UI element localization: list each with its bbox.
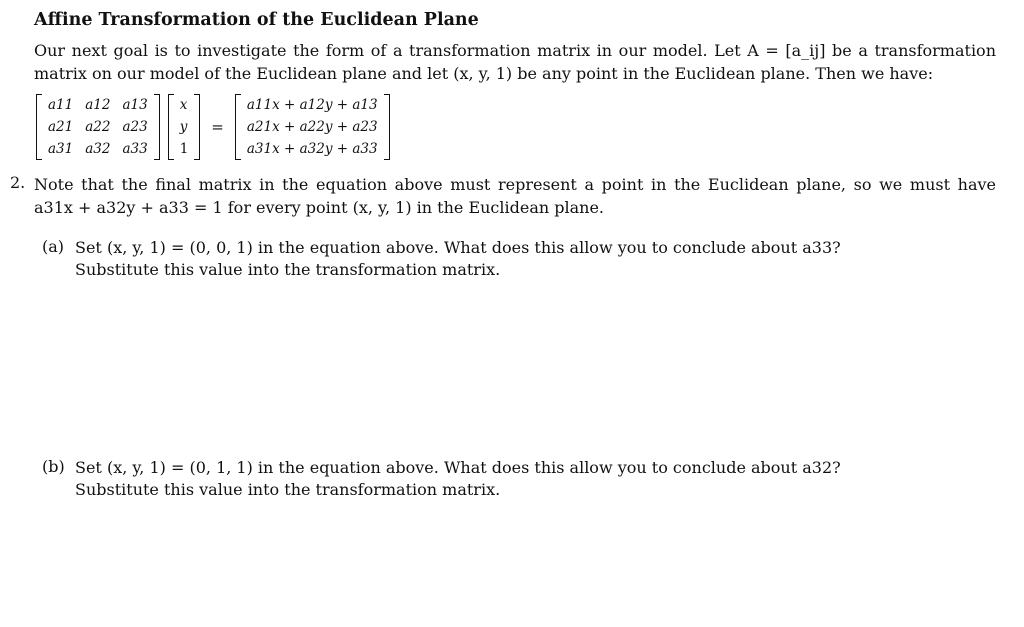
vector-entry: 1 xyxy=(179,141,189,157)
part-b-label: (b) xyxy=(42,457,65,476)
section-title: Affine Transformation of the Euclidean Plane xyxy=(34,10,479,30)
part-a-question: Set (x, y, 1) = (0, 0, 1) in the equation above. What does this allow you to conclude about a33? xyxy=(75,238,841,257)
result-entry: a11x + a12y + a13 xyxy=(246,97,378,113)
matrix-a-entry: a13 xyxy=(122,97,148,113)
equals-sign: = xyxy=(211,118,224,136)
item-number: 2. xyxy=(10,173,26,192)
matrix-a xyxy=(36,94,160,160)
intro-line-1: Our next goal is to investigate the form of a transformation matrix in our model. Let A = [a_ij] be a transformation xyxy=(34,41,996,60)
matrix-equation xyxy=(36,94,390,160)
vector-entry: y xyxy=(179,119,188,135)
matrix-a-entry: a32 xyxy=(85,141,111,157)
matrix-a-entry: a12 xyxy=(85,97,111,113)
result-entry: a31x + a32y + a33 xyxy=(246,141,378,157)
matrix-a-entry: a11 xyxy=(48,97,74,113)
part-a-instruction: Substitute this value into the transformation matrix. xyxy=(75,260,501,279)
part-b-question: Set (x, y, 1) = (0, 1, 1) in the equation above. What does this allow you to conclude about a32? xyxy=(75,458,841,477)
matrix-a-entry: a33 xyxy=(122,141,148,157)
matrix-a-entry: a21 xyxy=(48,119,74,135)
matrix-a-entry: a31 xyxy=(48,141,74,157)
part-a-label: (a) xyxy=(42,237,65,256)
intro-line-2: matrix on our model of the Euclidean plane and let (x, y, 1) be any point in the Euclidean plane. Then we have: xyxy=(34,64,934,83)
matrix-a-entry: a23 xyxy=(122,119,148,135)
item2-line-1: Note that the final matrix in the equation above must represent a point in the Euclidean plane, so we must have xyxy=(34,175,996,194)
vector-entry: x xyxy=(179,97,188,113)
point-vector xyxy=(168,94,201,160)
matrix-a-entry: a22 xyxy=(85,119,111,135)
result-vector xyxy=(235,94,390,160)
item2-line-2: a31x + a32y + a33 = 1 for every point (x, y, 1) in the Euclidean plane. xyxy=(34,198,605,217)
result-entry: a21x + a22y + a23 xyxy=(246,119,378,135)
part-b-instruction: Substitute this value into the transformation matrix. xyxy=(75,480,501,499)
